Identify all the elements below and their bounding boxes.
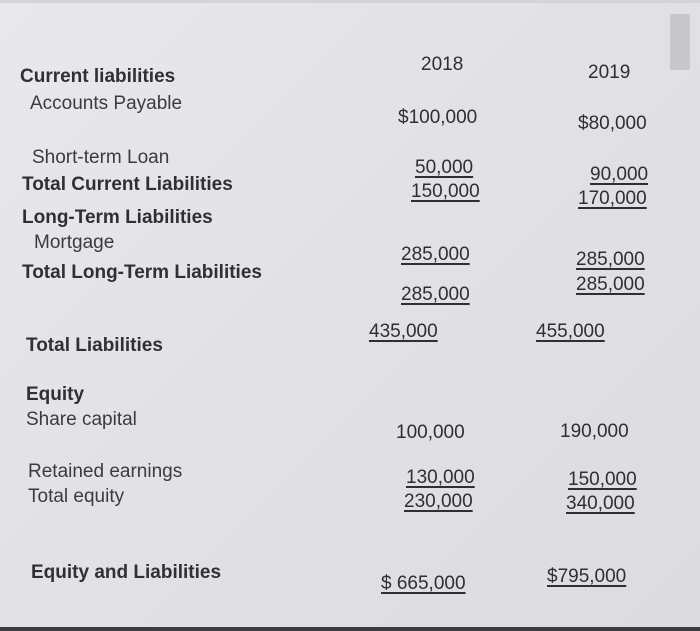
total-long-term-liabilities-2018: 285,000 [401, 284, 470, 305]
equity-and-liabilities-2019: $795,000 [547, 566, 627, 587]
mortgage-2019: 285,000 [576, 249, 645, 270]
total-current-liabilities-2018: 150,000 [411, 181, 480, 202]
header-2018: 2018 [421, 54, 464, 75]
long-term-liabilities-heading: Long-Term Liabilities [22, 207, 213, 228]
short-term-loan-label: Short-term Loan [32, 147, 170, 168]
short-term-loan-2019: 90,000 [590, 164, 649, 185]
total-long-term-liabilities-label: Total Long-Term Liabilities [22, 262, 262, 283]
scrollbar-thumb[interactable] [670, 14, 690, 70]
retained-earnings-2019: 150,000 [568, 469, 637, 490]
total-equity-2019: 340,000 [566, 493, 635, 514]
header-2019: 2019 [588, 62, 631, 83]
accounts-payable-2019: $80,000 [578, 113, 647, 134]
total-current-liabilities-label: Total Current Liabilities [22, 174, 233, 195]
accounts-payable-label: Accounts Payable [30, 93, 183, 114]
equity-and-liabilities-label: Equity and Liabilities [31, 562, 222, 583]
share-capital-2018: 100,000 [396, 422, 465, 443]
equity-heading: Equity [26, 384, 85, 405]
mortgage-label: Mortgage [34, 232, 115, 253]
total-liabilities-label: Total Liabilities [26, 335, 163, 356]
current-liabilities-heading: Current liabilities [20, 66, 176, 87]
share-capital-2019: 190,000 [560, 421, 629, 442]
retained-earnings-2018: 130,000 [406, 467, 475, 488]
total-liabilities-2019: 455,000 [536, 321, 605, 342]
total-long-term-liabilities-2019: 285,000 [576, 274, 645, 295]
bottom-edge [0, 627, 700, 631]
accounts-payable-2018: $100,000 [398, 107, 478, 128]
top-edge [0, 0, 700, 3]
mortgage-2018: 285,000 [401, 244, 470, 265]
short-term-loan-2018: 50,000 [415, 157, 474, 178]
total-equity-label: Total equity [28, 486, 125, 507]
total-liabilities-2018: 435,000 [369, 321, 438, 342]
total-current-liabilities-2019: 170,000 [578, 188, 647, 209]
total-equity-2018: 230,000 [404, 491, 473, 512]
retained-earnings-label: Retained earnings [28, 461, 183, 482]
equity-and-liabilities-2018: $ 665,000 [381, 573, 466, 594]
share-capital-label: Share capital [26, 409, 137, 430]
